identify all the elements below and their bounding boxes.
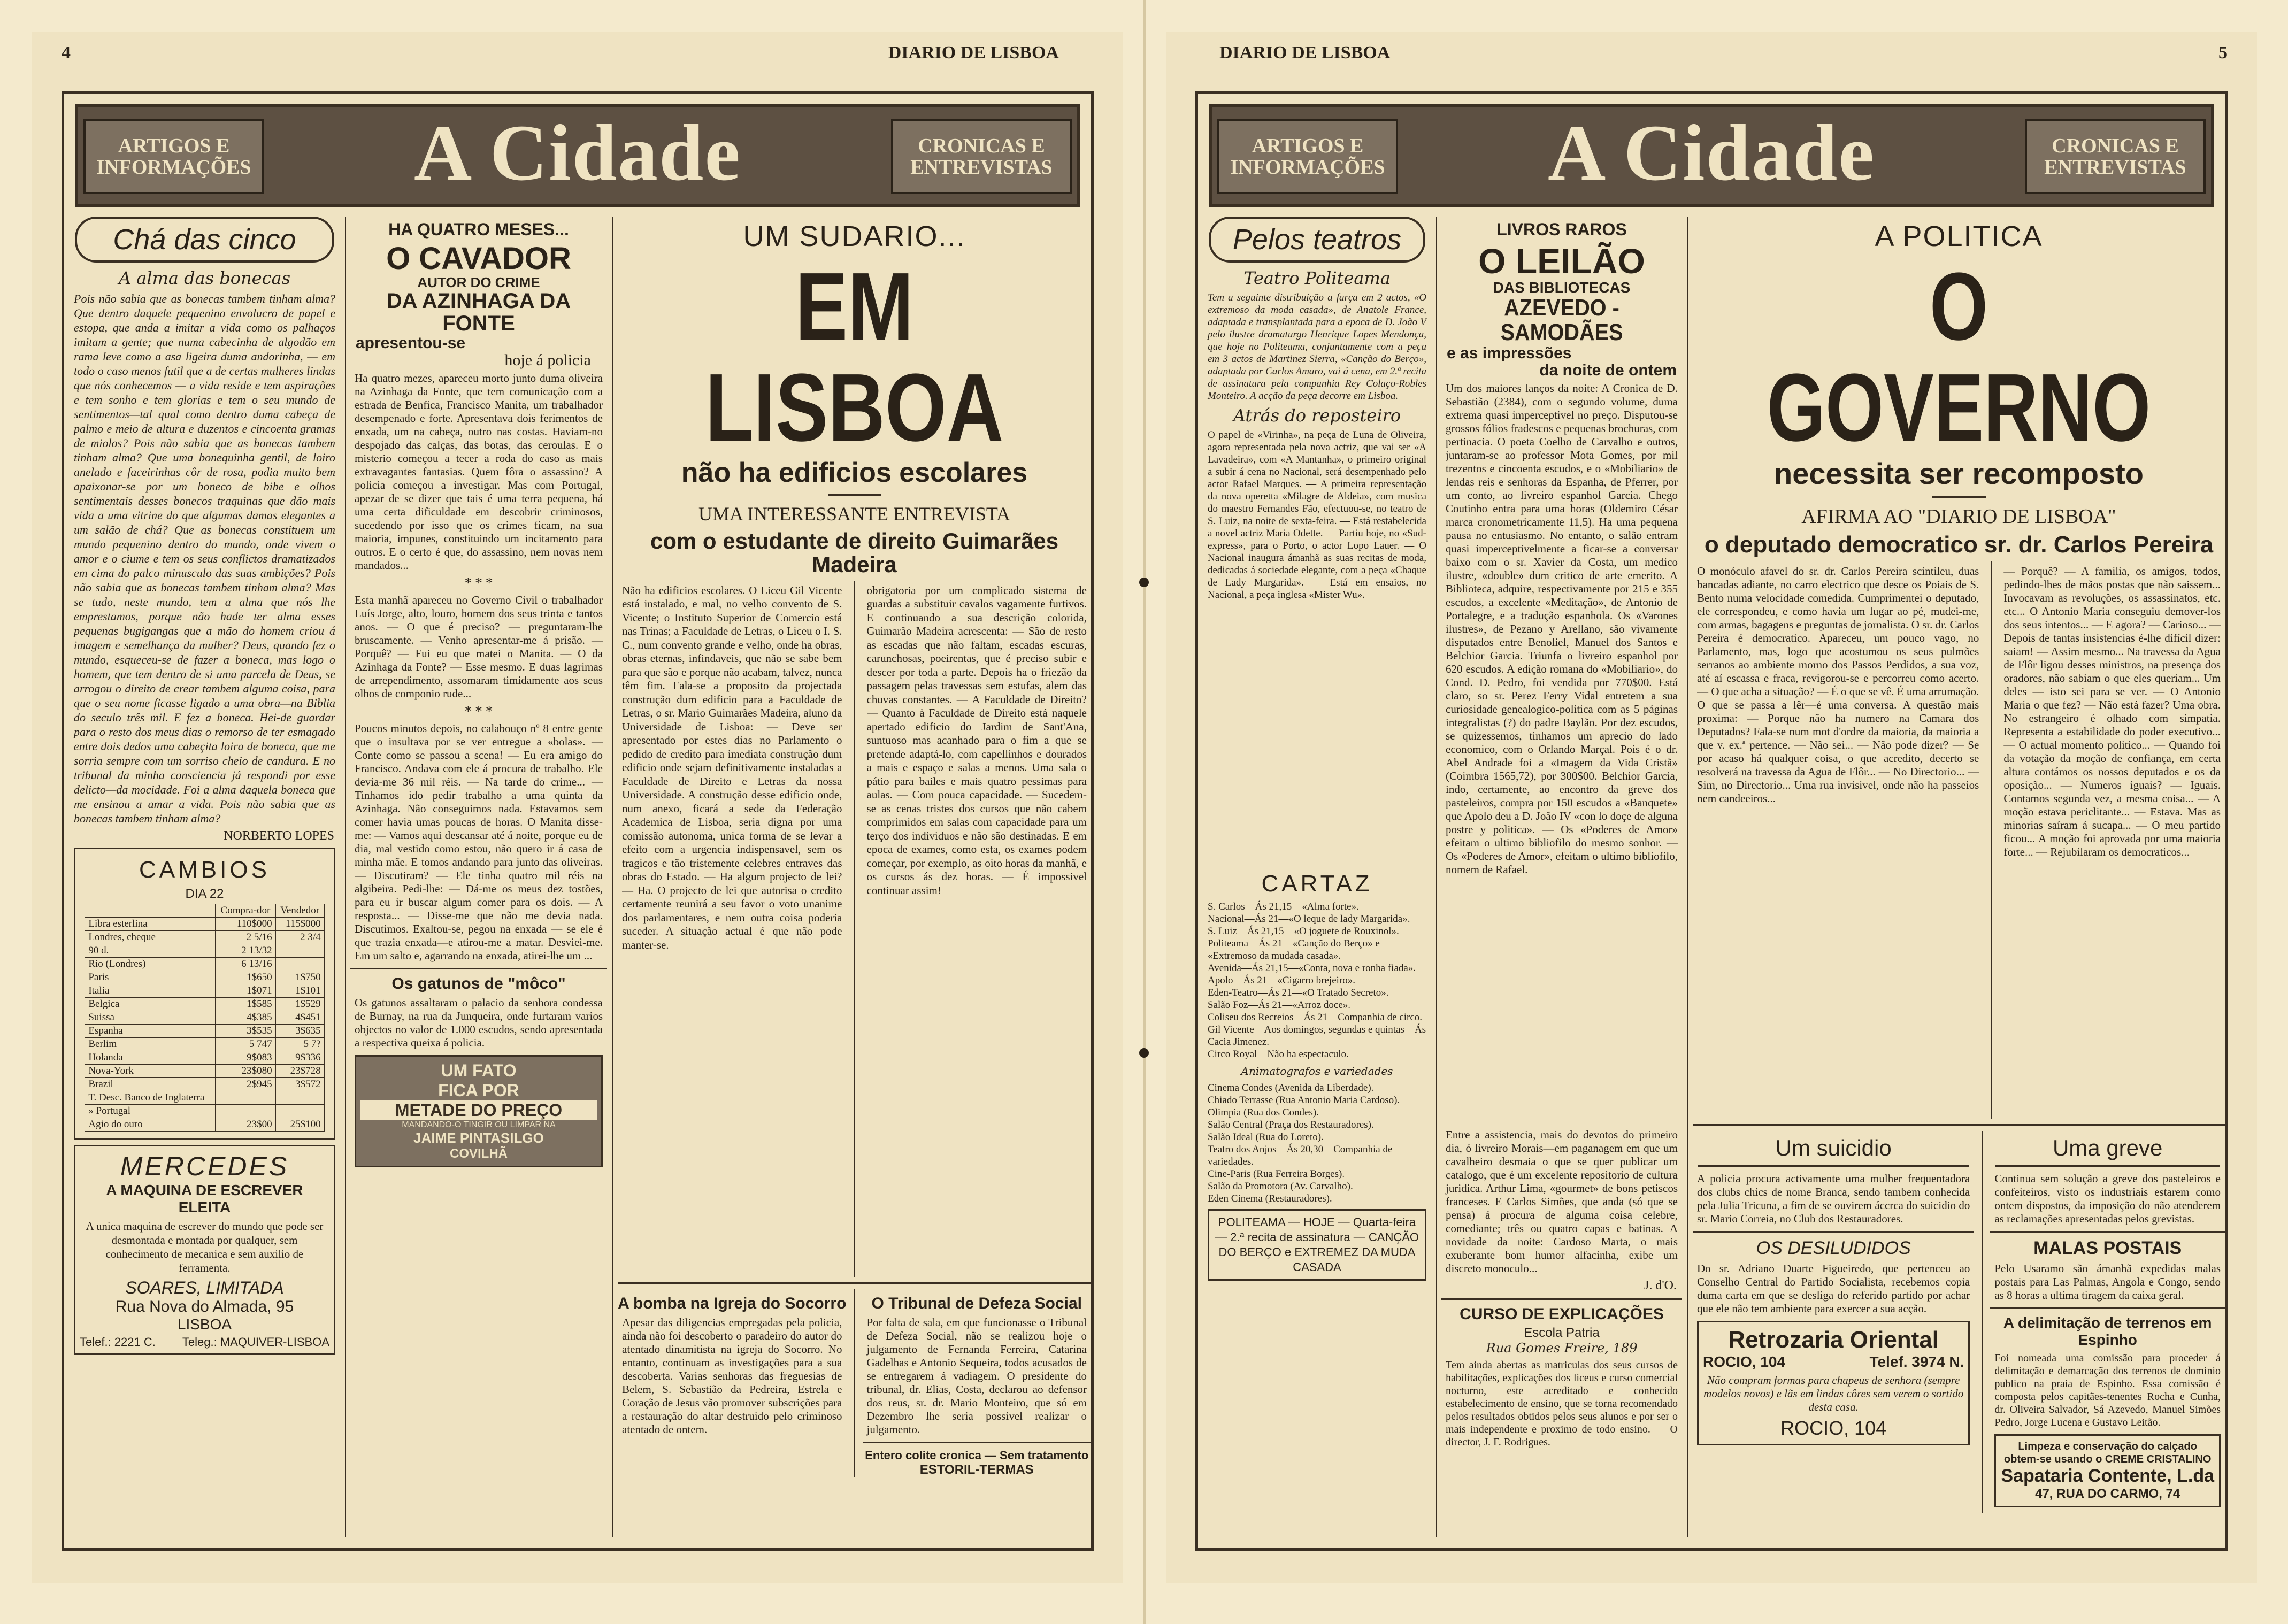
column-rule [854, 1289, 855, 1477]
malas-title: MALAS POSTAIS [2033, 1237, 2182, 1258]
curso-body: Tem ainda abertas as matriculas dos seus cursos de habilitações, explicações dos liceus e curso comercial nocturno, este acreditado e conhecido estabelecimento de ensino, que se torna recomendado pelos resultados obtidos pelos seus alunos e por ser o mais independente e proximo de todo ensino. — O director, J. F. Rodrigues. [1446, 1359, 1678, 1449]
paper-name: DIARIO DE LISBOA [888, 43, 1059, 63]
left-page [32, 32, 1123, 1583]
article-kicker: UM SUDARIO... [743, 220, 966, 252]
list-item: Eden-Teatro—Ás 21—«O Tratado Secreto». [1208, 987, 1389, 998]
binding-crease [1143, 0, 1146, 1624]
curso-address: Rua Gomes Freire, 189 [1486, 1341, 1638, 1356]
page-frame [62, 91, 1094, 1551]
table-cell: Suissa [85, 1011, 216, 1025]
table-cell: 5 7? [275, 1038, 324, 1051]
separator-stars: * * * [465, 575, 493, 591]
ad-phone: Telef.: 2221 C. [80, 1335, 156, 1349]
article-body-3: Poucos minutos depois, no calabouço nº 8 entre gente que o insultava por se ver entregue a «bolas». — Conte como se passou a scena! — Eu era amigo do Francisco. Andava com ele á procura de trabalho. Ele devia-me 36 mil réis. — Na tarde do crime... — Tinhamos ido pedir trabalho a uma quinta da Azinhaga. Não conseguimos nada. Estavamos sem comer havia umas poucas de horas. O Manita disse-me: — Vamos aqui descansar até á noite, porque eu de dia, mal vestido como estou, não quero ir á casa de minha mãe. E tomos andando para junto das oliveiras. — Discutiram? — Ele tinha quatro mil réis na algibeira. Pedi-lhe: — Dá-me os meus dez tostões, para eu ir buscar algum comer para os dois. — A resposta... — Disse-me que não me devia nada. Discutimos. Exaltou-se, pegou na enxada — se ele é que trazia enxada—e atirou-me a matar. Desviei-me. Em um salto e, agarrando na enxada, atirei-lhe um ... [355, 722, 603, 963]
ad-line-1: Limpeza e conservação do calçado obtem-se usando o CREME CRISTALINO [2003, 1440, 2212, 1465]
table-cell: 90 d. [85, 944, 216, 958]
table-cell [275, 944, 324, 958]
column-pelos-teatros [1203, 217, 1431, 1537]
section-banner [1209, 104, 2214, 207]
page-number: 4 [62, 43, 71, 63]
ad-line-1: UM FATO [441, 1061, 517, 1081]
article-sub-1: e as impressões [1447, 344, 1572, 363]
article-body-right: — Porquê? — A familia, os amigos, todos, pedindo-lhes de mãos postas que não saissem... Invocavam as revoluções, os assassinatos, etc. etc... O Antonio Maria conseguiu demover-los dos seus intentos... — E agora? — Carioso... — Depois de tantas insistencias é-lhe difícil dizer: saiam! — Assim mesmo... Na travessa da Agua de Flôr ligou desses ministros, na presença dos oradores, não sabiam o que eles queriam... Um deles — isto sei para se ver. — O Antonio Maria o que fez? — Não está fazer? Uma obra. No estrangeiro é olhado com simpatia. Representa a estabilidade do poder executivo... — O actual momento politico... — Quando foi da votação da moção de confiança, em certa altura contámos os nossos deputados e os da oposição... — Numeros iguais? — Iguais. Contamos segunda vez, a mesma coisa... — A moção estava periclitante... — Estava. Mas as minorias saíram á sucapa... — O meu partido ficou... A moção foi aprovada por uma maioria forte... — Rejubilaram os democraticos... [2003, 564, 2221, 858]
article-sub-2: da noite de ontem [1539, 361, 1677, 379]
list-item: Olimpia (Rua dos Condes). [1208, 1107, 1319, 1118]
table-cell: 2$945 [216, 1078, 275, 1091]
table-cell: 23$728 [275, 1065, 324, 1078]
table-row [85, 1091, 324, 1105]
column-rule [1436, 217, 1437, 1537]
ad-address: Rua Nova do Almada, 95 [115, 1298, 294, 1315]
ad-line-2: FICA POR [438, 1081, 519, 1100]
binding-hole [1139, 578, 1149, 587]
table-cell: 1$529 [275, 998, 324, 1011]
list-item: Gil Vicente—Aos domingos, segundas e quintas—Ás Cacia Jimenez. [1208, 1024, 1426, 1048]
suicidio-title: Um suicidio [1698, 1131, 1969, 1167]
estoril-ad-line-2: ESTORIL-TERMAS [919, 1462, 1034, 1477]
table-cell: 5 747 [216, 1038, 275, 1051]
ad-telegraph: Teleg.: MAQUIVER-LISBOA [182, 1335, 329, 1349]
table-row [85, 1078, 324, 1091]
ad-address: ROCIO, 104 [1703, 1353, 1786, 1370]
espinho-body: Foi nomeada uma comissão para proceder á delimitação e demarcação dos terrenos de dominio publico na praia de Espinho. Essa comissão é composta pelos capitães-tenentes Rocha e Cunha, dr. Oliveira Salvador, Sá Azevedo, Manuel Simões Pedro, Jorge Lucena e Gustavo Leitão. [1994, 1352, 2221, 1428]
table-cell: 4$451 [275, 1011, 324, 1025]
table-row [85, 998, 324, 1011]
table-cell [216, 1091, 275, 1105]
table-header [85, 904, 216, 918]
list-item: Nacional—Ás 21—«O leque de lady Margarida». [1208, 913, 1410, 925]
table-cell: Londres, cheque [85, 931, 216, 944]
desiludidos-title: OS DESILUDIDOS [1756, 1237, 1911, 1258]
separator [1932, 496, 1986, 498]
table-header: Compra-dor [216, 904, 275, 918]
article-sub: UMA INTERESSANTE ENTREVISTA [698, 503, 1011, 525]
article-kicker: LIVROS RAROS [1496, 220, 1627, 239]
column-rule [854, 581, 855, 1277]
list-item: S. Carlos—Ás 21,15—«Alma forte». [1208, 901, 1359, 912]
banner-left: ARTIGOS E INFORMAÇÕES [83, 119, 264, 194]
suicidio-body: A policia procura activamente uma mulher frequentadora dos clubs chics de nome Branca, sendo tambem conhecida pela Julia Tricuna, a fim de se ouvirem áccrca do suicidio do sr. Mario Correia, no Club dos Restauradores. [1697, 1172, 1970, 1225]
table-row [85, 1065, 324, 1078]
ad-company: SOARES, LIMITADA [125, 1278, 284, 1297]
banner-title: A Cidade [414, 109, 741, 197]
list-item: Circo Royal—Não ha espectaculo. [1208, 1049, 1349, 1060]
article-deck: AUTOR DO CRIME [417, 274, 540, 290]
greve-title: Uma greve [1995, 1131, 2220, 1167]
table-cell: Brazil [85, 1078, 216, 1091]
banner-right: CRONICAS E ENTREVISTAS [891, 119, 1072, 194]
article-sub-1: apresentou-se [356, 334, 466, 352]
list-item: Chiado Terrasse (Rua Antonio Maria Cardoso). [1208, 1095, 1400, 1106]
article-headline: O CAVADOR [386, 241, 571, 276]
right-page [1166, 32, 2257, 1583]
list-item: Coliseu dos Recreios—Ás 21—Companhia de circo. [1208, 1012, 1423, 1023]
table-cell: Holanda [85, 1051, 216, 1065]
cartaz-list [1208, 900, 1426, 1060]
table-cell: 4$385 [216, 1011, 275, 1025]
ad-tagline: A MAQUINA DE ESCREVER ELEITA [106, 1182, 303, 1215]
tribunal-body: Por falta de sala, em que funcionasse o Tribunal de Defeza Social, não se realizou hoje o julgamento de Fernanda Ferreira, Catarina Gadelhas e Antonio Sequeira, todos acusados de se entregarem á vadiagem. O presidente do tribunal, dr. Elias, Costa, declarou ao defensor dos reus, sr. dr. Mario Monteiro, que só em Dezembro lhe seria possivel realizar o julgamento. [866, 1315, 1087, 1436]
list-item: Salão Foz—Ás 21—«Arroz doce». [1208, 999, 1351, 1011]
animatografos-list [1208, 1082, 1426, 1205]
ad-line-3: METADE DO PREÇO [360, 1100, 597, 1120]
signature: J. d'O. [1644, 1279, 1677, 1293]
table-cell: Rio (Londres) [85, 958, 216, 971]
article-kicker: A POLITICA [1875, 220, 2043, 252]
article-deck: necessita ser recomposto [1774, 457, 2144, 490]
table-cell [216, 1105, 275, 1118]
table-cell: 2 3/4 [275, 931, 324, 944]
divider [1990, 1231, 2225, 1233]
column-em-lisboa [618, 217, 1091, 1537]
article-sub: AFIRMA AO "DIARIO DE LISBOA" [1801, 505, 2116, 528]
banner-title: A Cidade [1548, 109, 1875, 197]
article-body-2: Entre a assistencia, mais do devotos do primeiro dia, ó livreiro Morais—em paganagem em que um cavalheiro desmaia o que se quer publicar um catalogo, que é um excelente repositorio de cultura juridica. Arthur Lima, «gourmet» de bons petiscos franceses. E Carlos Simões, que anda (só que se pensa) á procura de alguma coisa celebre, comediante; três ou quatro capas e batinas. A novidade da noite: Cardoso Marta, o mais exuberante bom humor alfacinha, exibe um discreto monoculo... [1446, 1128, 1678, 1275]
article-body: Tem a seguinte distribuição a farça em 2 actos, «O extremoso da moda casada», de Anatole France, adaptada e transplantada para a epoca de D. João V pelo ilustre dramaturgo Henrique Lopes Mendonça, que hoje no Politeama, conjuntamente com a peça em 3 actos de Martinez Sierra, «Canção do Berço», adaptada por Carlos Amaro, vai á cena, em 2.ª recita de assinatura pela companhia Rey Colaço-Robles Monteiro. A acção da peça decorre em Lisboa. [1208, 292, 1426, 402]
table-cell [275, 1105, 324, 1118]
column-cavador [350, 217, 607, 1537]
article-deck: não ha edificios escolares [681, 457, 1028, 488]
article-headline-2: AZEVEDO - SAMODÃES [1500, 294, 1623, 345]
article-sub-2: o deputado democratico sr. dr. Carlos Pereira [1704, 531, 2214, 558]
folio [1166, 32, 2257, 64]
article-body-left: O monóculo afavel do sr. dr. Carlos Pereira scintileu, duas bancadas adiante, no carro electrico que desce os Poiais de S. Bento numa velocidade comedida. Cumprimentei o deputado, ele correspondeu, e como havia um lugar ao pé, mudei-me, com armas, bagagens e preguntas de jornalista. O sr. dr. Carlos Pereira é democratico. Apareceu, um pouco vago, no Parlamento, mas, logo que acostumou os seus pulmões serranos ao ambiente morno dos Passos Perdidos, a sua voz, até aí escassa e fraca, revigorou-se e percorreu como acerto. — O que acha a situação? — É o que se vê. É uma arrumação. O que se passa a lêr—é uma conversa. A questão mais proxima: — Porque não ha numero na Camara dos Deputados? Fala-se num mot d'ordre da maioria, da maioria a que v. ex.ª pertence. — Não sei... — Não pode dizer? — Se por acaso há qualquer coisa, o que acredito, decerto se resolverá na travessa da Agua de Flôr... — No Directorio... — Sim, no Directorio... Uma rua invisivel, onde não ha passeios nem candeeiros... [1697, 564, 1979, 805]
greve-body: Continua sem solução a greve dos pasteleiros e confeiteiros, visto os industriais estarem como ontem dispostos, da imposição do não atenderem as reclamações apresentadas pelos grevistas. [1994, 1172, 2221, 1225]
section-title: Chá das cinco [75, 217, 334, 263]
ad-address-2: ROCIO, 104 [1780, 1417, 1887, 1439]
article-body-right: obrigatoria por um complicado sistema de guardas a substituir cavalos vagamente furtivos. E continuando a sua descrição colorida, Guimarão Madeira acrescenta: — São de resto as escadas que não faltam, escadas escuras, carunchosas, poeirentas, que é preciso subir e descer por toda a parte. Depois ha o friezão da passagem pelas travessas sem estufas, alem das chuvas constantes. — A Faculdade de Direito? — Quanto à Faculdade de Direito está naquele apertado edificio do Jardim de Sant'Ana, suntuoso mas acanhado para o fim a que se pretende adaptá-lo, com capellinhos e dourados a mais e espaço e salas a menos. Uma sala o pátio para bailes e mais quatro pessimas para aulas. — Com pouca capacidade. — Sucedem-se as cenas tristes dos cursos que não cabem comprimidos em salas com capacidade para um terço dos individuos e não são destinadas. E em epoca de exames, como esta, os exames podem começar, por exemplo, as oito horas da manhã, e os cursos ás dez horas. — É impossivel continuar assim! [866, 583, 1087, 897]
article-body-left: Não ha edificios escolares. O Liceu Gil Vicente está instalado, e mal, no velho convento de S. Vicente; o Instituto Superior de Comercio está nas Trinas; a Faculdade de Letras, o Liceu o I. S. C., num convento grande e velho, onde ha obras, obras eternas, infindaveis, que não se sabe bem para que são e porque não acabam, talvez, nunca têm fim. Fala-se a proposito da projectada construção dum edificio para a Faculdade de Letras, o sr. Mario Guimarães Madeira, aluno da Universidade de Lisboa: — Deve ser apresentado por estes dias no Parlamento o pedido de credito para imediata construção dum edificio onde sejam definitivamente instaladas a Faculdade de Direito e Letras da nossa Universidade. A construção desse edificio onde, num anexo, ficará a sede da Federação Academica de Lisboa, seria digna por uma comissão autonoma, unica forma de se levar a efeito com a urgencia indispensavel, sem os tragicos e tão tristemente celebres entraves das obras do Estado. — Ha algum projecto de lei? — Ha. O projecto de lei que autorisa o credito certamente reunirá a seu favor o voto unanime dos parlamentares, e nem outra coisa poderia suceder. A situação actual é que não pode manter-se. [622, 583, 842, 951]
article-sub-2: hoje á policia [504, 351, 591, 369]
page-frame [1195, 91, 2228, 1551]
table-cell: 2 13/32 [216, 944, 275, 958]
bomba-title: A bomba na Igreja do Socorro [618, 1294, 847, 1312]
table-cell: 23$080 [216, 1065, 275, 1078]
list-item: Salão da Promotora (Av. Carvalho). [1208, 1181, 1353, 1192]
table-row [85, 1118, 324, 1132]
article-body: Ha quatro mezes, apareceu morto junto duma oliveira na Azinhaga da Fonte, que tem comunicação com a estrada de Benfica, Francisco Manita, um trabalhador desempenado e forte. Apresentava dois ferimentos de enxada, um na cabeça, outro nas costas. Haviam-no despojado das calças, das botas, das ceroulas. E o misterio começou a tecer a roda do caso as mais extravagantes fantasias. Quem fôra o assassino? A policia começou a investigar. Mas com Portugal, apezar de se dizer que tais é uma terra pequena, há uma certa dificuldade em descobrir criminosos, sucedendo por isso que os crimes ficam, na sua maioria, impunes, constituindo um incitamento para outros. E o certo é que, do assassino, nem novas nem mandados... [355, 372, 603, 572]
cambios-table [85, 904, 324, 1132]
divider [863, 1442, 1092, 1443]
table-cell: T. Desc. Banco de Inglaterra [85, 1091, 216, 1105]
article-subtitle: Teatro Politeama [1243, 268, 1391, 288]
table-row [85, 1038, 324, 1051]
table-row [85, 1025, 324, 1038]
table-cell: 9$336 [275, 1051, 324, 1065]
ad-body: Não compram formas para chapeus de senhora (sempre modelos novos) e lãs em lindas côres sem verem o sortido desta casa. [1703, 1373, 1964, 1413]
cambios-date: DIA 22 [185, 887, 224, 901]
article-headline: O LEILÃO [1478, 241, 1645, 281]
table-cell: 6 13/16 [216, 958, 275, 971]
gatunos-body: Os gatunos assaltaram o palacio da senhora condessa de Burnay, na rua da Junqueira, onde furtaram varios objectos no valor de 1.000 escudos, sendo apresentada a respectiva queixa á policia. [355, 996, 603, 1050]
column-leilao [1441, 217, 1682, 1537]
table-cell: Berlim [85, 1038, 216, 1051]
column-rule [345, 217, 346, 1537]
cambios-title: CAMBIOS [139, 857, 270, 883]
espinho-title: A delimitação de terrenos em Espinho [2003, 1314, 2212, 1348]
section-title: Pelos teatros [1209, 217, 1425, 263]
binding-hole [1139, 1048, 1149, 1058]
table-cell: » Portugal [85, 1105, 216, 1118]
banner-left: ARTIGOS E INFORMAÇÕES [1217, 119, 1398, 194]
table-cell: 1$585 [216, 998, 275, 1011]
article-deck: DAS BIBLIOTECAS [1493, 279, 1631, 296]
table-cell: 1$071 [216, 984, 275, 998]
list-item: Politeama—Ás 21—«Canção do Berço» e «Extremoso da mudada casada». [1208, 938, 1380, 961]
column-governo [1693, 217, 2225, 1537]
curso-title: CURSO DE EXPLICAÇÕES [1460, 1305, 1664, 1323]
column-rule [1991, 561, 1992, 1119]
table-row [85, 1051, 324, 1065]
divider [1441, 1298, 1682, 1300]
separator [828, 494, 881, 496]
list-item: Salão Ideal (Rua do Loreto). [1208, 1132, 1324, 1143]
malas-body: Pelo Usaramo são ámanhã expedidas malas postais para Las Palmas, Angola e Congo, sendo as 8 horas a ultima tiragem da caixa geral. [1994, 1261, 2221, 1302]
table-cell: 110$000 [216, 918, 275, 931]
sapataria-ad [1994, 1434, 2221, 1507]
article-headline: O GOVERNO [1767, 253, 2151, 461]
table-row [85, 984, 324, 998]
ad-title: Retrozaria Oriental [1728, 1326, 1939, 1353]
article-body-2: O papel de «Virinha», na peça de Luna de Oliveira, agora representada pela nova actriz, que vai ser «A Lavadeira», com «A Mantanha», o primeiro original a subir á cena no Nacional, será desempenhado pelo actor Rafael Marques. — A primeira representação da nova operetta «Milagre de Aldeia», com musica do maestro Fernandes Fão, efectuou-se, no teatro de S. Luiz, na noite de sexta-feira. — Está restabelecida a novel actriz Maria Odette. — Partiu hoje, no «Sud-express», para o Porto, o actor Lopo Lauer. — O Nacional inaugura ámanhã as suas recitas de moda, dedicadas á sociedade elegante, com a peça «Chaque de Lady Margarida». — Está em ensaios, no Nacional, a peça inglesa «Mister Wu». [1208, 429, 1426, 601]
table-cell: Nova-York [85, 1065, 216, 1078]
divider [1990, 1307, 2225, 1309]
separator-stars: * * * [465, 704, 493, 719]
list-item: Cine-Paris (Rua Ferreira Borges). [1208, 1168, 1345, 1180]
cartaz-title: CARTAZ [1261, 871, 1373, 897]
table-row [85, 1105, 324, 1118]
article-subtitle-2: Atrás do reposteiro [1233, 405, 1401, 426]
article-subtitle: A alma das bonecas [118, 268, 291, 288]
divider [350, 968, 607, 969]
bomba-body: Apesar das diligencias empregadas pela policia, ainda não foi descoberto o paradeiro do autor do atentado dinamitista na igreja do Socorro. No entanto, continuam as investigações para a sua descoberta. Varias senhoras das freguesias de Belem, S. Sebastião da Pedreira, Estrela e Coração de Jesus vão promover subscrições para a restauração do altar destruido pelo criminoso atentado de ontem. [622, 1315, 842, 1436]
list-item: Apolo—Ás 21—«Cigarro brejeiro». [1208, 975, 1355, 986]
table-cell: 3$572 [275, 1078, 324, 1091]
section-banner [75, 104, 1080, 207]
table-cell: 1$101 [275, 984, 324, 998]
page-number: 5 [2218, 43, 2228, 63]
animatografos-title: Animatografos e variedades [1241, 1065, 1393, 1077]
banner-right: CRONICAS E ENTREVISTAS [2025, 119, 2206, 194]
ad-line-3: 47, RUA DO CARMO, 74 [2035, 1486, 2180, 1501]
table-cell: 2 5/16 [216, 931, 275, 944]
divider [618, 1282, 1091, 1284]
ad-line-6: COVILHÃ [450, 1146, 508, 1161]
table-row [85, 918, 324, 931]
article-body-2: Esta manhã apareceu no Governo Civil o trabalhador Luís Jorge, alto, louro, homem dos seus trinta e tantos anos. — O que é preciso? — preguntaram-lhe bruscamente. — Venho apresentar-me á prisão. — Porquê? — Fui eu que matei o Manita. — O da Azinhaga da Fonte? — Esse mesmo. E duas lagrimas de arrependimento, assomaram timidamente aos seus olhos de componio rude... [355, 594, 603, 701]
tribunal-title: O Tribunal de Defeza Social [871, 1294, 1082, 1312]
table-cell: 25$100 [275, 1118, 324, 1132]
cambios-box [74, 848, 335, 1140]
divider [1693, 1124, 2225, 1126]
table-row [85, 971, 324, 984]
table-cell: 1$650 [216, 971, 275, 984]
table-cell: 3$635 [275, 1025, 324, 1038]
table-header: Vendedor [275, 904, 324, 918]
column-cha-das-cinco [70, 217, 340, 1537]
article-headline-2: DA AZINHAGA DA FONTE [386, 289, 571, 336]
table-row [85, 1011, 324, 1025]
estoril-ad-line-1: Entero colite cronica — Sem tratamento [865, 1448, 1089, 1462]
list-item: Salão Central (Praça dos Restauradores). [1208, 1119, 1374, 1130]
desiludidos-body: Do sr. Adriano Duarte Figueiredo, que pertenceu ao Conselho Central do Partido Socialista, recebemos copia duma carta em que se desliga do referido partido por achar que ele não tem ambiente para exercer a sua acção. [1697, 1261, 1970, 1315]
table-row [85, 931, 324, 944]
divider [1693, 1231, 1974, 1233]
table-cell: 3$535 [216, 1025, 275, 1038]
article-sub-2: com o estudante de direito Guimarães Madeira [650, 528, 1059, 577]
pintasilgo-ad [355, 1055, 603, 1167]
gatunos-title: Os gatunos de "môco" [391, 975, 566, 993]
column-rule [1982, 1131, 1983, 1513]
ad-phone: Telef. 3974 N. [1869, 1353, 1964, 1370]
table-cell: 1$750 [275, 971, 324, 984]
ad-line-4: MANDANDO-O TINGIR OU LIMPAR NA [402, 1120, 556, 1130]
signature: NORBERTO LOPES [224, 829, 334, 843]
article-kicker: HA QUATRO MESES... [388, 220, 569, 239]
table-cell: Paris [85, 971, 216, 984]
table-row [85, 958, 324, 971]
table-cell [275, 1091, 324, 1105]
list-item: Cinema Condes (Avenida da Liberdade). [1208, 1082, 1374, 1094]
ad-city: LISBOA [177, 1316, 232, 1333]
article-body: Um dos maiores lanços da noite: A Cronica de D. Sebastião (2384), com o segundo volume, duma extrema quasi imperceptivel no preço. Disputou-se grossos fólios fradescos e pequenas brochuras, com pertinacia. O poeta Coelho de Carvalho e outros, juntaram-se ao professor Mota Gomes, por mil trezentos e cincoenta escudos, e o «Mobiliario» de lendas reis e senhoras da Espanha, de Pferrer, por um conto, ao livreiro espanhol Garcia. Chego Coutinho entra para uma horas (Oldemiro César marca cronometricamente 11,5). Ha uma pequena pausa no entusiasmo. No entanto, o salão entram quasi imperceptivelmente a ficar-se a conversar baixo com o sr. Xavier da Costa, um medico ilustre, «double» dum critico de arte emerito. A Biblioteca, adquire, respectivamente por 215 e 355 escudos, a excelente «Meditação», de Antonio de Portalegre, e a tradução espanhola. Os «Varones ilustres», de Pezano y Arellano, são vivamente disputados entre Benoliel, Manuel dos Santos e Belchior Garcia. Triunfa o livreiro espanhol por 620 escudos. A edição romana do «Mobiliario», do Cond. D. Pedro, foi vendida por 770$00. Está claro, so sr. Perez Ferry Vidal entretem a sua curiosidade genealogico-politica com as 5 páginas integralistas (?) do padre Baylão. Por dez escudos, se quizessemos, tinhamos um aprecio do lado economico, com o Orlando Marçal. Pois é o dr. Abel Andrade foi a «Imagem da Vida Cristã» (Coimbra 1565,72), por 300$00. Belchior Garcia, indo, certamente, ao encontro da greve dos pasteleiros, compra por 150 escudos a «Banquete» que Apolo deu a D. João IV «con lo doçe de alguna postre y politica». — Os «Poderes de Amor» efeitam o ultimo bibliofilo do mesmo sonhor. — Os «Poderes de Amor», efeitam o ultimo bibliofilo, nomem de Rafael. [1446, 382, 1678, 876]
column-rule [612, 217, 613, 1537]
column-rule [1687, 217, 1688, 1537]
mercedes-ad [74, 1145, 335, 1355]
ad-brand: MERCEDES [120, 1151, 289, 1181]
table-cell: Belgica [85, 998, 216, 1011]
table-cell: Libra esterlina [85, 918, 216, 931]
retrozaria-ad [1697, 1321, 1970, 1445]
table-cell: Espanha [85, 1025, 216, 1038]
paper-name: DIARIO DE LISBOA [1219, 43, 1391, 63]
ad-line-2: Sapataria Contente, L.da [2001, 1465, 2214, 1486]
ad-line-5: JAIME PINTASILGO [413, 1130, 544, 1146]
ad-body: A unica maquina de escrever do mundo que pode ser desmontada e montada por qualquer, sem conhecimento de mecanica e sem auxilio de ferramenta. [86, 1220, 324, 1274]
politeama-ad: POLITEAMA — HOJE — Quarta-feira — 2.ª recita de assinatura — CANÇÃO DO BERÇO e EXTREMEZ DA MUDA CASADA [1208, 1209, 1426, 1281]
curso-sub: Escola Patria [1524, 1326, 1600, 1341]
table-row [85, 944, 324, 958]
table-cell: Agio do ouro [85, 1118, 216, 1132]
list-item: Teatro dos Anjos—Ás 20,30—Companhia de variedades. [1208, 1144, 1393, 1167]
table-cell: 115$000 [275, 918, 324, 931]
article-headline: EM LISBOA [705, 253, 1004, 461]
table-cell: Italia [85, 984, 216, 998]
table-cell: 23$00 [216, 1118, 275, 1132]
list-item: S. Luiz—Ás 21,15—«O joguete de Rouxinol». [1208, 926, 1399, 937]
article-body: Pois não sabia que as bonecas tambem tinham alma? Que dentro daquele pequenino envolucro de papel e estopa, que anda a imitar a vida como os palhaços imitam a gente; que numa cabecinha de algodão em rama leve como a asa ligeira duma andorinha, — em todo o caso menos futil que a de certas mulheres lindas que nós conhecemos — a vida reside e tem aspirações e tem sonho e tem glorias e tem o seu mundo de sentimentos—tal qual como dentro duma cabeça de palmo e meio de altura e duzentos e cincoenta gramas de miolos? Pois não sabia que as bonecas tambem tinham alma? Que uma bonequinha gentil, de loiro anelado e faceirinhas côr de rosa, podia muito bem apaixonar-se por um boneco de bibe e olhos sentimentais desses bonecos traquinas que dão mais vida a uma vitrine do que algumas damas elegantes a um salão de chá? Que as bonecas constituem um mundo pequenino dentro do mundo, onde vivem o amor e o ciume e tem os seus conflictos dramatizados em cima do palco minusculo das suas ambições? Pois não sabia que as bonecas tambem tinham alma? Mas se tudo, neste mundo, tem a alma que nós lhe emprestamos, porque não hade ter alma esses pequenas bugigangas que a mão do homem criou á imagem e semelhança da mulher? Deus, quando fez o mundo, esqueceu-se de fazer a boneca, mas logo o homem, que tem dentro de si uma parcela de Deus, se arrogou o direito de crear tambem alguma coisa, para que o seu nome ficasse ligado a uma obra—na Biblia do seculo três mil. E fez a boneca. Hei-de guardar para o resto dos meus dias o remorso de ter esmagado entre dois dedos uma cabeçita loira de boneca, que me sorria sempre com um sorriso cheio de candura. E no tribunal da minha consciencia já respondi por esse delicto—da mocidade. Foi a alma daquela boneca que me ensinou a amar a vida. Pois não sabia que as bonecas tambem tinham alma? [74, 292, 335, 825]
table-cell [275, 958, 324, 971]
folio [32, 32, 1123, 64]
list-item: Avenida—Ás 21,15—«Conta, nova e ronha fiada». [1208, 963, 1416, 974]
list-item: Eden Cinema (Restauradores). [1208, 1193, 1332, 1204]
table-cell: 9$083 [216, 1051, 275, 1065]
